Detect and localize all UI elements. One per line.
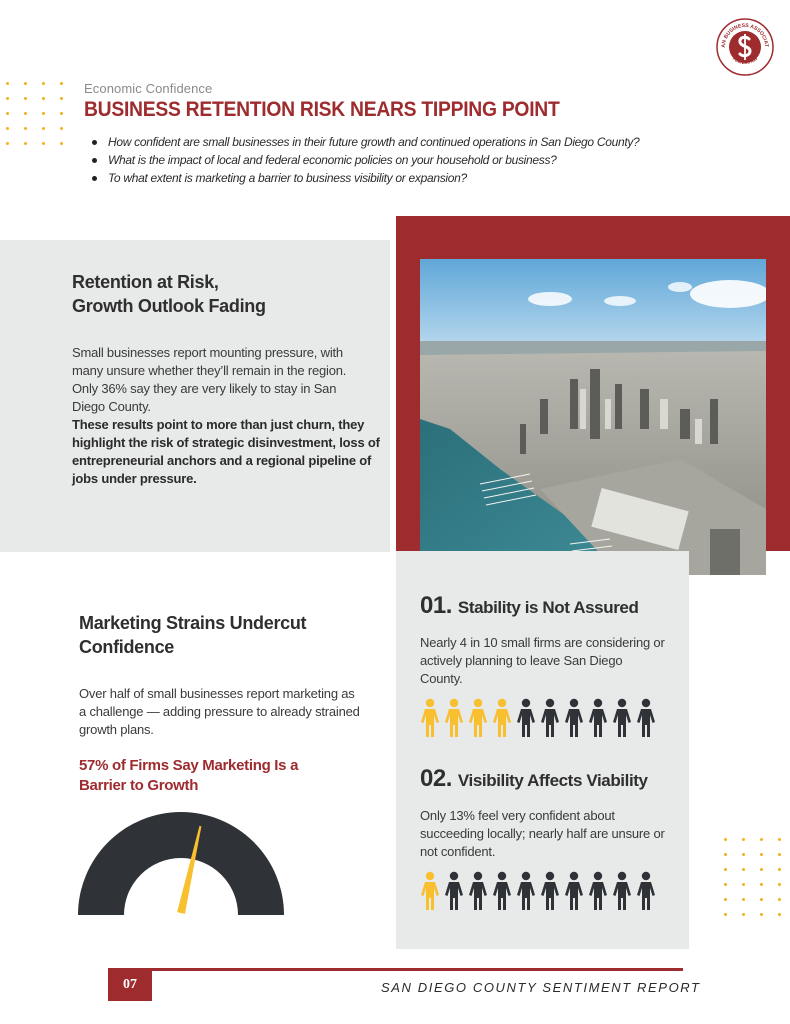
person-icon xyxy=(492,698,512,738)
person-icon xyxy=(540,871,560,911)
person-icon xyxy=(564,698,584,738)
retention-title-line2: Growth Outlook Fading xyxy=(72,296,266,316)
stat-text: Only 13% feel very confident about succeeding locally; nearly half are unsure or not confident. xyxy=(420,808,665,859)
people-icon-row xyxy=(420,698,680,738)
marketing-highlight-line1: 57% of Firms Say Marketing Is a xyxy=(79,757,299,774)
people-icon-row xyxy=(420,871,680,911)
question-item: What is the impact of local and federal economic policies on your household or business? xyxy=(84,151,639,169)
logo-bottom-text: FOUNDATION xyxy=(731,55,759,66)
logo-arc-text: AN BUSINESS ASSOCIAT xyxy=(720,22,770,48)
dollar-seal-icon xyxy=(716,18,774,76)
question-item: To what extent is marketing a barrier to business visibility or expansion? xyxy=(84,169,639,187)
page-title: BUSINESS RETENTION RISK NEARS TIPPING POINT xyxy=(84,98,560,121)
retention-title xyxy=(72,270,372,318)
person-icon xyxy=(540,698,560,738)
marketing-title xyxy=(79,611,379,659)
question-item: How confident are small businesses in their future growth and continued operations in San Diego County? xyxy=(84,133,639,151)
marketing-title-line2: Confidence xyxy=(79,637,175,657)
decorative-dots-bottom xyxy=(724,838,784,916)
marketing-highlight-line2: Barrier to Growth xyxy=(79,777,199,794)
logo xyxy=(716,18,774,76)
marketing-gauge xyxy=(78,810,284,916)
report-title: SAN DIEGO COUNTY SENTIMENT REPORT xyxy=(381,980,701,995)
person-icon xyxy=(492,871,512,911)
person-icon xyxy=(636,698,656,738)
marketing-paragraph: Over half of small businesses report marketing as a challenge — adding pressure to already strained growth plans. xyxy=(79,686,360,737)
question-list xyxy=(84,133,639,187)
stat-item-2 xyxy=(420,765,680,911)
stat-title: Stability is Not Assured xyxy=(457,598,639,617)
person-icon xyxy=(468,871,488,911)
stat-title: Visibility Affects Viability xyxy=(457,771,648,790)
person-icon xyxy=(636,871,656,911)
person-icon xyxy=(516,871,536,911)
person-icon xyxy=(444,871,464,911)
person-icon xyxy=(444,698,464,738)
stat-number: 02. xyxy=(420,765,452,792)
person-icon xyxy=(588,871,608,911)
page-number: 07 xyxy=(108,971,152,1001)
person-icon xyxy=(420,871,440,911)
city-aerial-photo xyxy=(420,259,766,575)
retention-emphasis: These results point to more than just churn, they highlight the risk of strategic disinvestment, loss of entrepreneurial anchors and a regional pipeline of jobs under pressure. xyxy=(72,417,380,486)
decorative-dots-top xyxy=(6,82,66,145)
stat-text: Nearly 4 in 10 small firms are considering or actively planning to leave San Diego County. xyxy=(420,635,665,686)
person-icon xyxy=(612,871,632,911)
section-label: Economic Confidence xyxy=(84,81,213,96)
person-icon xyxy=(420,698,440,738)
stat-item-1 xyxy=(420,592,680,738)
marketing-title-line1: Marketing Strains Undercut xyxy=(79,613,307,633)
retention-paragraph: Small businesses report mounting pressure, with many unsure whether they’ll remain in the region. Only 36% say they are very likely to stay in San Diego County. xyxy=(72,345,347,414)
person-icon xyxy=(588,698,608,738)
stat-number: 01. xyxy=(420,592,452,619)
person-icon xyxy=(516,698,536,738)
retention-title-line1: Retention at Risk, xyxy=(72,272,219,292)
person-icon xyxy=(564,871,584,911)
marketing-highlight xyxy=(79,756,379,796)
person-icon xyxy=(612,698,632,738)
person-icon xyxy=(468,698,488,738)
footer-rule xyxy=(108,968,683,971)
